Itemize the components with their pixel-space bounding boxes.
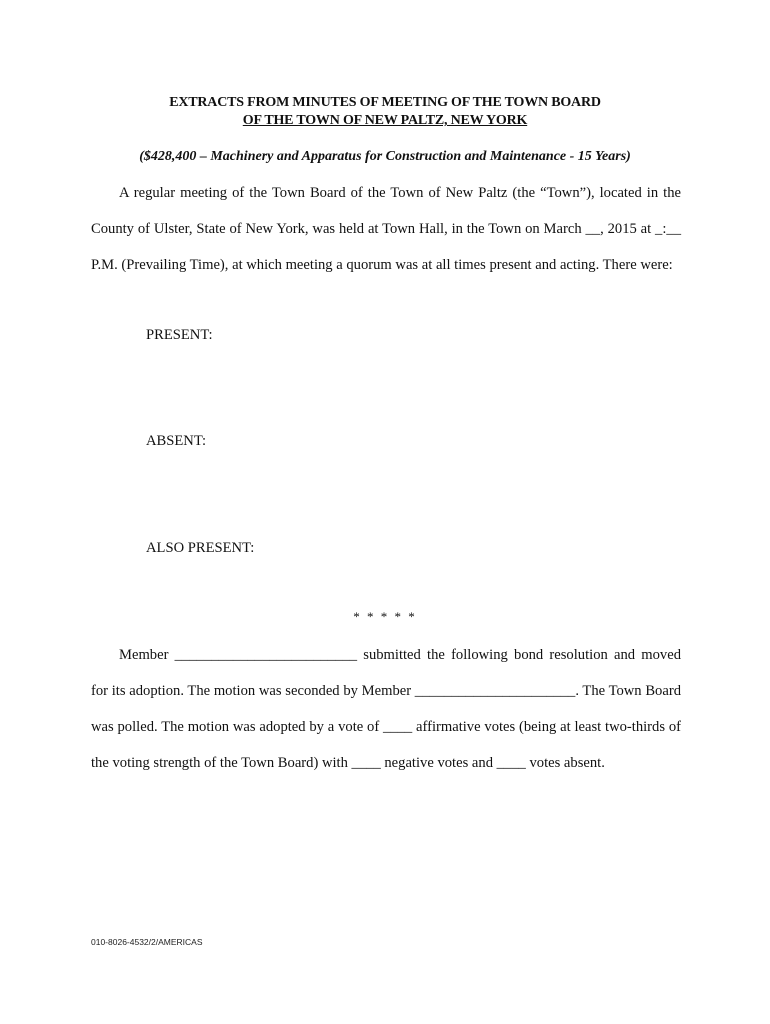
document-id-footer: 010-8026-4532/2/AMERICAS [91, 937, 203, 947]
section-separator: * * * * * [353, 609, 417, 624]
intro-paragraph: A regular meeting of the Town Board of the Town of New Paltz (the “Town”), located in the County of Ulster, State of New York, was held at Town Hall, in the Town on March __, 2015 at _:__ P.M. (Prevailing Time), at which meeting a quorum was at all times present and acting. There were: [91, 185, 681, 273]
present-label: PRESENT: [146, 327, 213, 343]
document-title-line-1: EXTRACTS FROM MINUTES OF MEETING OF THE TOWN BOARD [169, 95, 601, 110]
document-subtitle: ($428,400 – Machinery and Apparatus for Construction and Maintenance - 15 Years) [139, 149, 631, 164]
also-present-label: ALSO PRESENT: [146, 540, 255, 556]
document-title-line-2: OF THE TOWN OF NEW PALTZ, NEW YORK [242, 113, 528, 128]
absent-label: ABSENT: [146, 433, 207, 449]
motion-paragraph: Member _________________________ submitted the following bond resolution and moved for its adoption. The motion was seconded by Member ______________________. The Town Board was polled. The motion was adopted by a vote of ____ affirmative votes (being at least two-thirds of the voting strength of the Town Board) with ____ negative votes and ____ votes absent. [91, 647, 681, 771]
